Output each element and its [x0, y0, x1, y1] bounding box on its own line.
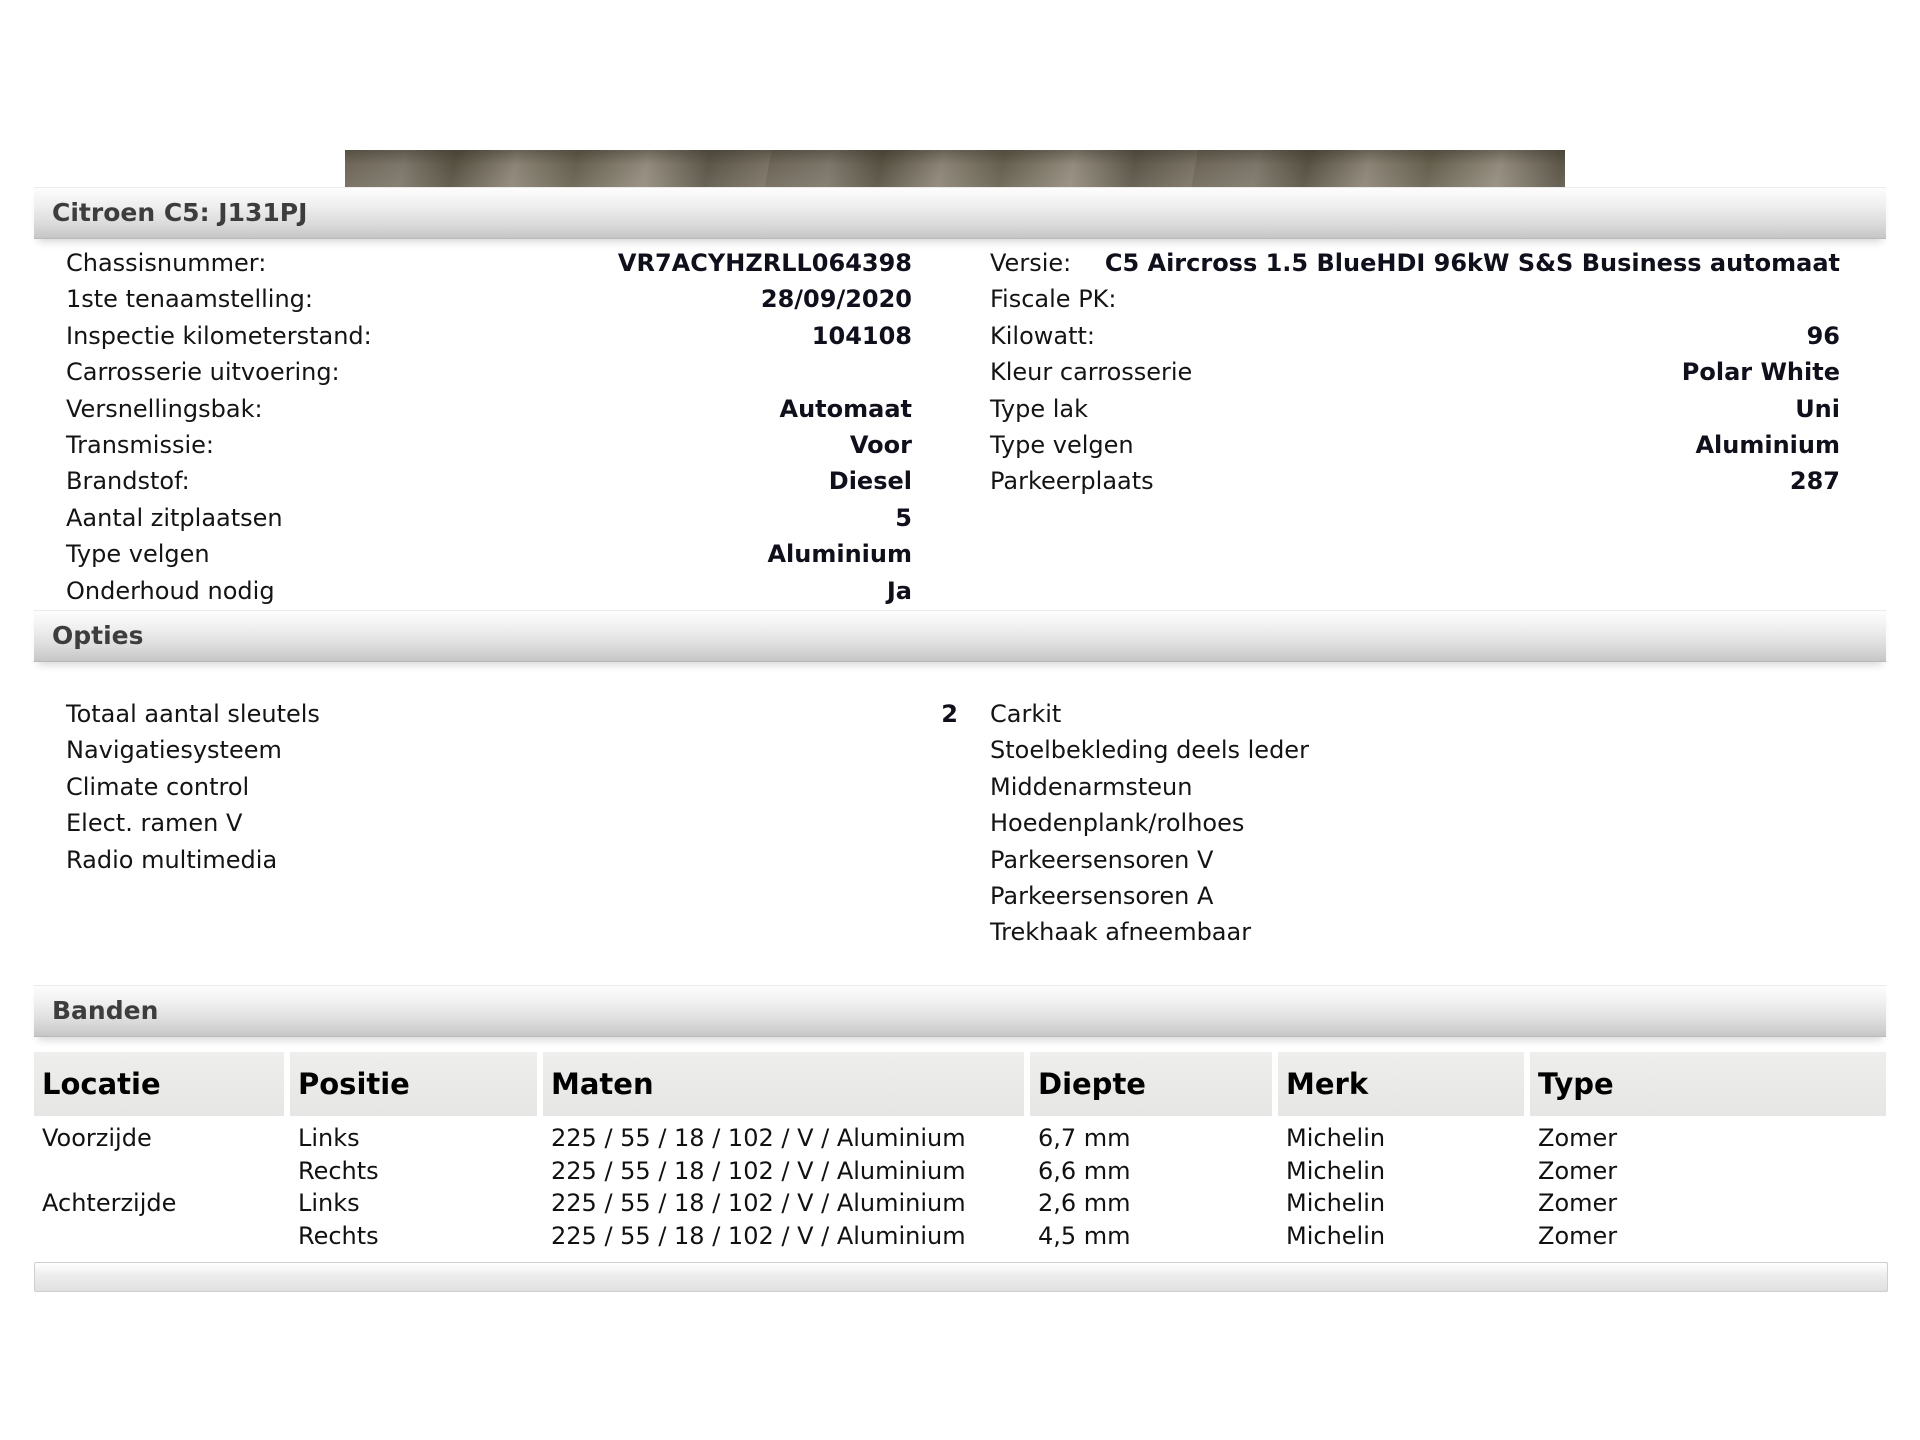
- vehicle-field-value: Diesel: [828, 467, 912, 496]
- option-field-label: Navigatiesysteem: [66, 736, 282, 765]
- vehicle-field-label: Brandstof:: [66, 467, 190, 496]
- vehicle-section-title: Citroen C5: J131PJ: [52, 198, 308, 227]
- vehicle-field-row: [990, 427, 1840, 463]
- bottom-divider-bar: [34, 1262, 1888, 1292]
- tire-column-header: Locatie: [34, 1052, 284, 1116]
- tire-column-header: Merk: [1278, 1052, 1524, 1116]
- vehicle-field-label: Fiscale PK:: [990, 285, 1117, 314]
- tire-table-header: [34, 1052, 1886, 1116]
- tire-cell: Zomer: [1538, 1124, 1618, 1152]
- vehicle-field-row: [66, 281, 912, 317]
- vehicle-field-value: 104108: [811, 321, 912, 350]
- vehicle-field-label: Type lak: [990, 394, 1089, 423]
- vehicle-field-value: Ja: [886, 576, 912, 605]
- tire-table-body: [34, 1122, 1886, 1252]
- option-item: Trekhaak afneembaar: [990, 918, 1252, 947]
- vehicle-field-value: 28/09/2020: [760, 285, 912, 314]
- tire-cell: Zomer: [1538, 1189, 1618, 1217]
- vehicle-field-row: [66, 245, 912, 281]
- vehicle-field-label: Versie:: [990, 249, 1072, 277]
- option-field-row: [66, 696, 958, 732]
- vehicle-info-left-column: [66, 245, 912, 609]
- tire-cell: 6,6 mm: [1038, 1156, 1131, 1185]
- tire-cell: Links: [298, 1124, 360, 1152]
- option-item: Parkeersensoren V: [990, 845, 1214, 874]
- vehicle-field-row: [66, 427, 912, 463]
- option-item: Stoelbekleding deels leder: [990, 736, 1309, 765]
- option-item: Hoedenplank/rolhoes: [990, 809, 1245, 838]
- vehicle-field-row: [990, 354, 1840, 390]
- options-right-column: [990, 696, 1840, 951]
- vehicle-field-value: Automaat: [779, 394, 912, 423]
- tire-cell: Michelin: [1286, 1124, 1386, 1152]
- vehicle-field-value: Aluminium: [767, 540, 912, 569]
- option-item: Parkeersensoren A: [990, 881, 1214, 910]
- vehicle-field-row: [990, 245, 1840, 281]
- tire-cell: 6,7 mm: [1038, 1124, 1131, 1152]
- tire-cell: Rechts: [298, 1221, 379, 1250]
- vehicle-field-row: [990, 391, 1840, 427]
- vehicle-photo-strip: [345, 150, 1565, 187]
- option-field-row: [66, 805, 958, 841]
- tire-cell: Zomer: [1538, 1221, 1618, 1250]
- vehicle-field-value: Voor: [849, 430, 912, 459]
- vehicle-field-value: VR7ACYHZRLL064398: [617, 249, 912, 277]
- vehicle-field-value: Uni: [1795, 394, 1840, 423]
- option-field-label: Totaal aantal sleutels: [66, 700, 320, 728]
- tires-section-title: Banden: [52, 996, 159, 1025]
- vehicle-field-label: Parkeerplaats: [990, 467, 1154, 496]
- vehicle-section-bar: [34, 187, 1886, 239]
- vehicle-field-row: [990, 463, 1840, 499]
- tire-cell: Michelin: [1286, 1221, 1386, 1250]
- tire-cell: Michelin: [1286, 1156, 1386, 1185]
- options-section-bar: [34, 610, 1886, 662]
- tire-cell: 225 / 55 / 18 / 102 / V / Aluminium: [551, 1189, 966, 1217]
- vehicle-field-value: Polar White: [1681, 358, 1840, 387]
- vehicle-field-label: 1ste tenaamstelling:: [66, 285, 313, 314]
- option-field-row: [66, 732, 958, 768]
- vehicle-field-label: Kilowatt:: [990, 321, 1095, 350]
- tire-cell: Voorzijde: [42, 1124, 152, 1152]
- vehicle-field-label: Kleur carrosserie: [990, 358, 1193, 387]
- option-field-row: [66, 769, 958, 805]
- vehicle-field-row: [66, 536, 912, 572]
- vehicle-info-right-column: [990, 245, 1840, 500]
- tire-cell: Michelin: [1286, 1189, 1386, 1217]
- vehicle-field-label: Versnellingsbak:: [66, 394, 263, 423]
- vehicle-field-label: Type velgen: [990, 430, 1134, 459]
- option-field-row: [66, 842, 958, 878]
- tire-column-header: Positie: [290, 1052, 537, 1116]
- vehicle-field-row: [66, 354, 912, 390]
- tire-cell: 2,6 mm: [1038, 1189, 1131, 1217]
- options-left-column: [66, 696, 958, 878]
- vehicle-field-row: [66, 500, 912, 536]
- tire-cell: [34, 1220, 284, 1253]
- option-field-value: 2: [941, 700, 958, 728]
- tire-column-header: Maten: [543, 1052, 1024, 1116]
- option-field-label: Radio multimedia: [66, 845, 278, 874]
- tire-cell: 225 / 55 / 18 / 102 / V / Aluminium: [551, 1124, 966, 1152]
- vehicle-field-label: Type velgen: [66, 540, 210, 569]
- vehicle-field-row: [990, 318, 1840, 354]
- option-field-label: Elect. ramen V: [66, 809, 243, 838]
- vehicle-field-value: C5 Aircross 1.5 BlueHDI 96kW S&S Business automaat: [1104, 249, 1840, 277]
- vehicle-field-label: Aantal zitplaatsen: [66, 503, 283, 532]
- tire-cell: Achterzijde: [42, 1189, 177, 1217]
- vehicle-field-label: Transmissie:: [66, 430, 214, 459]
- options-section-title: Opties: [52, 621, 144, 650]
- tire-cell: 225 / 55 / 18 / 102 / V / Aluminium: [551, 1156, 966, 1185]
- tire-column-header: Diepte: [1030, 1052, 1272, 1116]
- vehicle-field-value: 287: [1789, 467, 1840, 496]
- tire-column-header: Type: [1530, 1052, 1886, 1116]
- tire-cell: Links: [298, 1189, 360, 1217]
- vehicle-field-label: Inspectie kilometerstand:: [66, 321, 372, 350]
- vehicle-field-label: Chassisnummer:: [66, 249, 267, 277]
- vehicle-field-value: 96: [1806, 321, 1840, 350]
- tire-cell: 225 / 55 / 18 / 102 / V / Aluminium: [551, 1221, 966, 1250]
- vehicle-field-label: Onderhoud nodig: [66, 576, 275, 605]
- vehicle-field-row: [66, 318, 912, 354]
- tire-cell: [34, 1155, 284, 1188]
- vehicle-field-row: [66, 391, 912, 427]
- vehicle-field-row: [990, 281, 1840, 317]
- vehicle-field-row: [66, 463, 912, 499]
- tire-cell: Rechts: [298, 1156, 379, 1185]
- tire-cell: 4,5 mm: [1038, 1221, 1131, 1250]
- tire-cell: Zomer: [1538, 1156, 1618, 1185]
- vehicle-field-value: 5: [895, 503, 912, 532]
- vehicle-field-row: [66, 573, 912, 609]
- option-item: Carkit: [990, 700, 1062, 728]
- vehicle-field-value: Aluminium: [1695, 430, 1840, 459]
- option-field-label: Climate control: [66, 772, 250, 801]
- option-item: Middenarmsteun: [990, 772, 1193, 801]
- tires-section-bar: [34, 985, 1886, 1037]
- vehicle-field-label: Carrosserie uitvoering:: [66, 358, 340, 387]
